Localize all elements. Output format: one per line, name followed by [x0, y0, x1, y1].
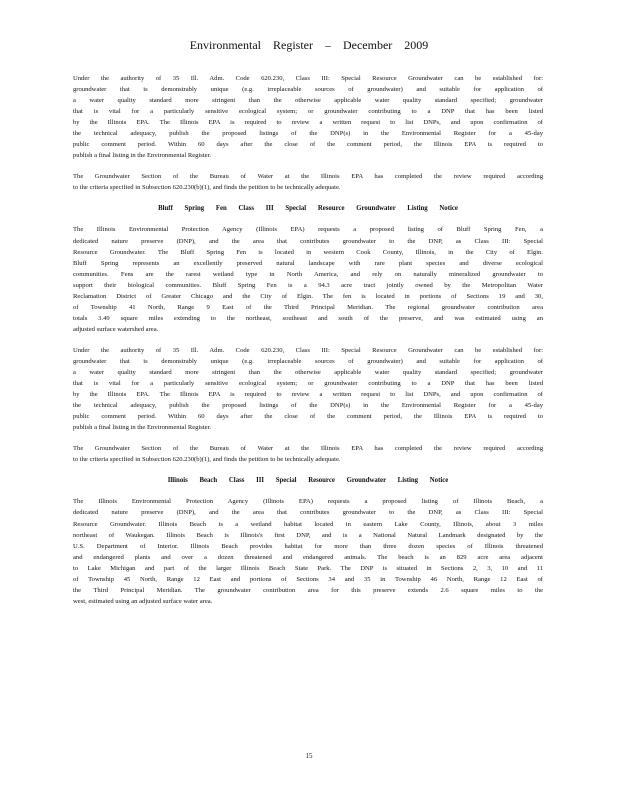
paragraph [73, 224, 543, 334]
paragraph [73, 171, 543, 193]
text-line: communities. Fens are the rarest wetland type in North America, and rely on naturally mineralized groundwater to [73, 270, 543, 278]
text-line: public comment period. Within 60 days after the close of the comment period, the Illinois EPA is required to [73, 141, 543, 149]
text-line: totals 3.49 square miles extending to the northeast, southeast and south of the preserve, and was estimated using an [73, 314, 543, 322]
text-line: to the criteria specified in Subsection 620.230(b)(1), and finds the petition to be technically adequate. [73, 456, 341, 464]
paragraph-gap [73, 335, 543, 345]
paragraph-gap [73, 465, 543, 475]
text-line: that is vital for a particularly sensitive ecological system; or groundwater contributing to a DNP that has been listed [73, 108, 543, 116]
paragraph [73, 443, 543, 465]
text-line: of Township 41 North, Range 9 East of the Third Principal Meridian. The regional groundwater contribution area [73, 303, 543, 311]
text-line: Under the authority of 35 Ill. Adm. Code 620.230, Class III: Special Resource Groundwater can be established for: [73, 346, 543, 354]
text-line: Reclamation District of Greater Chicago and the City of Elgin. The fen is located in portions of Sections 19 and 30, [73, 292, 543, 300]
paragraph-gap [73, 214, 543, 224]
text-line: public comment period. Within 60 days after the close of the comment period, the Illinois EPA is required to [73, 413, 543, 421]
paragraph-gap [73, 161, 543, 171]
text-line: dedicated nature preserve (DNP), and the area that contributes groundwater to the DNP, as Class III: Special [73, 237, 543, 245]
text-line: publish a final listing in the Environmental Register. [73, 424, 212, 432]
text-line: Under the authority of 35 Ill. Adm. Code 620.230, Class III: Special Resource Groundwater can be established for: [73, 75, 543, 82]
text-line: the technical adequacy, publish the proposed listings of the DNP(s) in the Environmental Register for a 45-day [73, 402, 543, 410]
paragraph [73, 345, 543, 433]
paragraph-gap [73, 486, 543, 496]
text-line: west, estimated using an adjusted surface water area. [73, 597, 213, 605]
text-line: dedicated nature preserve (DNP), and the area that contributes groundwater to the DNP, as Class III: Special [73, 509, 543, 517]
paragraph-gap [73, 193, 543, 203]
paragraph [73, 496, 543, 606]
section-heading: Bluff Spring Fen Class III Special Resource Groundwater Listing Notice [158, 205, 458, 213]
document-body [73, 73, 543, 607]
page-header: Environmental Register – December 2009 [189, 38, 429, 52]
text-line: publish a final listing in the Environmental Register. [73, 152, 212, 160]
text-line: Resource Groundwater. The Bluff Spring Fen is located in western Cook County, Illinois, in the City of Elgin. [73, 248, 543, 256]
text-line: The Groundwater Section of the Bureau of Water at the Illinois EPA has completed the review required according [73, 173, 543, 181]
text-line: northeast of Waukegan. Illinois Beach is Illinois's first DNP, and is a National Natural Landmark designated by the [73, 531, 543, 539]
text-line: support their biological communities. Bluff Spring Fen is a 94.3 acre tract jointly owned by the Metropolitan Water [73, 281, 543, 289]
text-line: The Groundwater Section of the Bureau of Water at the Illinois EPA has completed the review required according [73, 445, 543, 453]
section-heading: Illinois Beach Class III Special Resource Groundwater Listing Notice [167, 477, 449, 485]
text-line: that is vital for a particularly sensitive ecological system; or groundwater contributing to a DNP that has been listed [73, 380, 543, 388]
text-line: Bluff Spring represents an excellently preserved natural landscape with rare plant species and diverse ecological [73, 259, 543, 267]
text-line: by the Illinois EPA. The Illinois EPA is required to review a written request to list DNPs, and upon confirmation of [73, 119, 543, 127]
text-line: Resource Groundwater. Illinois Beach is a wetland habitat located in eastern Lake County, Illinois, about 3 miles [73, 520, 543, 528]
text-line: the Third Principal Meridian. The groundwater contribution area for this preserve extends 2.6 square miles to the [73, 586, 543, 594]
text-line: groundwater that is demonstrably unique (e.g. irreplaceable sources of groundwater) and suitable for application of [73, 357, 543, 365]
text-line: the technical adequacy, publish the proposed listings of the DNP(s) in the Environmental Register for a 45-day [73, 130, 543, 138]
text-line: to the criteria specified in Subsection 620.230(b)(1), and finds the petition to be technically adequate. [73, 184, 341, 192]
text-line: to Lake Michigan and part of the larger Illinois Beach State Park. The DNP is situated in Sections 2, 3, 10 and 11 [73, 564, 543, 572]
text-line: of Township 45 North, Range 12 East and portions of Sections 34 and 35 in Township 46 North, Range 12 East of [73, 575, 543, 583]
text-line: adjusted surface watershed area. [73, 325, 159, 333]
paragraph [73, 73, 543, 161]
text-line: The Illinois Environmental Protection Agency (Illinois EPA) requests a proposed listing of Bluff Spring Fen, a [73, 226, 543, 234]
text-line: a water quality standard more stringent than the otherwise applicable water quality standard specified; groundwater [73, 369, 543, 377]
text-line: by the Illinois EPA. The Illinois EPA is required to review a written request to list DNPs, and upon confirmation of [73, 391, 543, 399]
text-line: groundwater that is demonstrably unique (e.g. irreplaceable sources of groundwater) and suitable for application of [73, 86, 543, 94]
page-number: 15 [305, 752, 313, 760]
text-line: U.S. Department of Interior. Illinois Beach provides habitat for more than three dozen species of Illinois threatened [73, 542, 543, 550]
paragraph-gap [73, 433, 543, 443]
text-line: a water quality standard more stringent than the otherwise applicable water quality standard specified; groundwater [73, 97, 543, 105]
text-line: The Illinois Environmental Protection Agency (Illinois EPA) requests a proposed listing of Illinois Beach, a [73, 498, 543, 506]
text-line: and endangered plants and over a dozen threatened and endangered animals. The beach is an 829 acre area adjacent [73, 553, 543, 561]
